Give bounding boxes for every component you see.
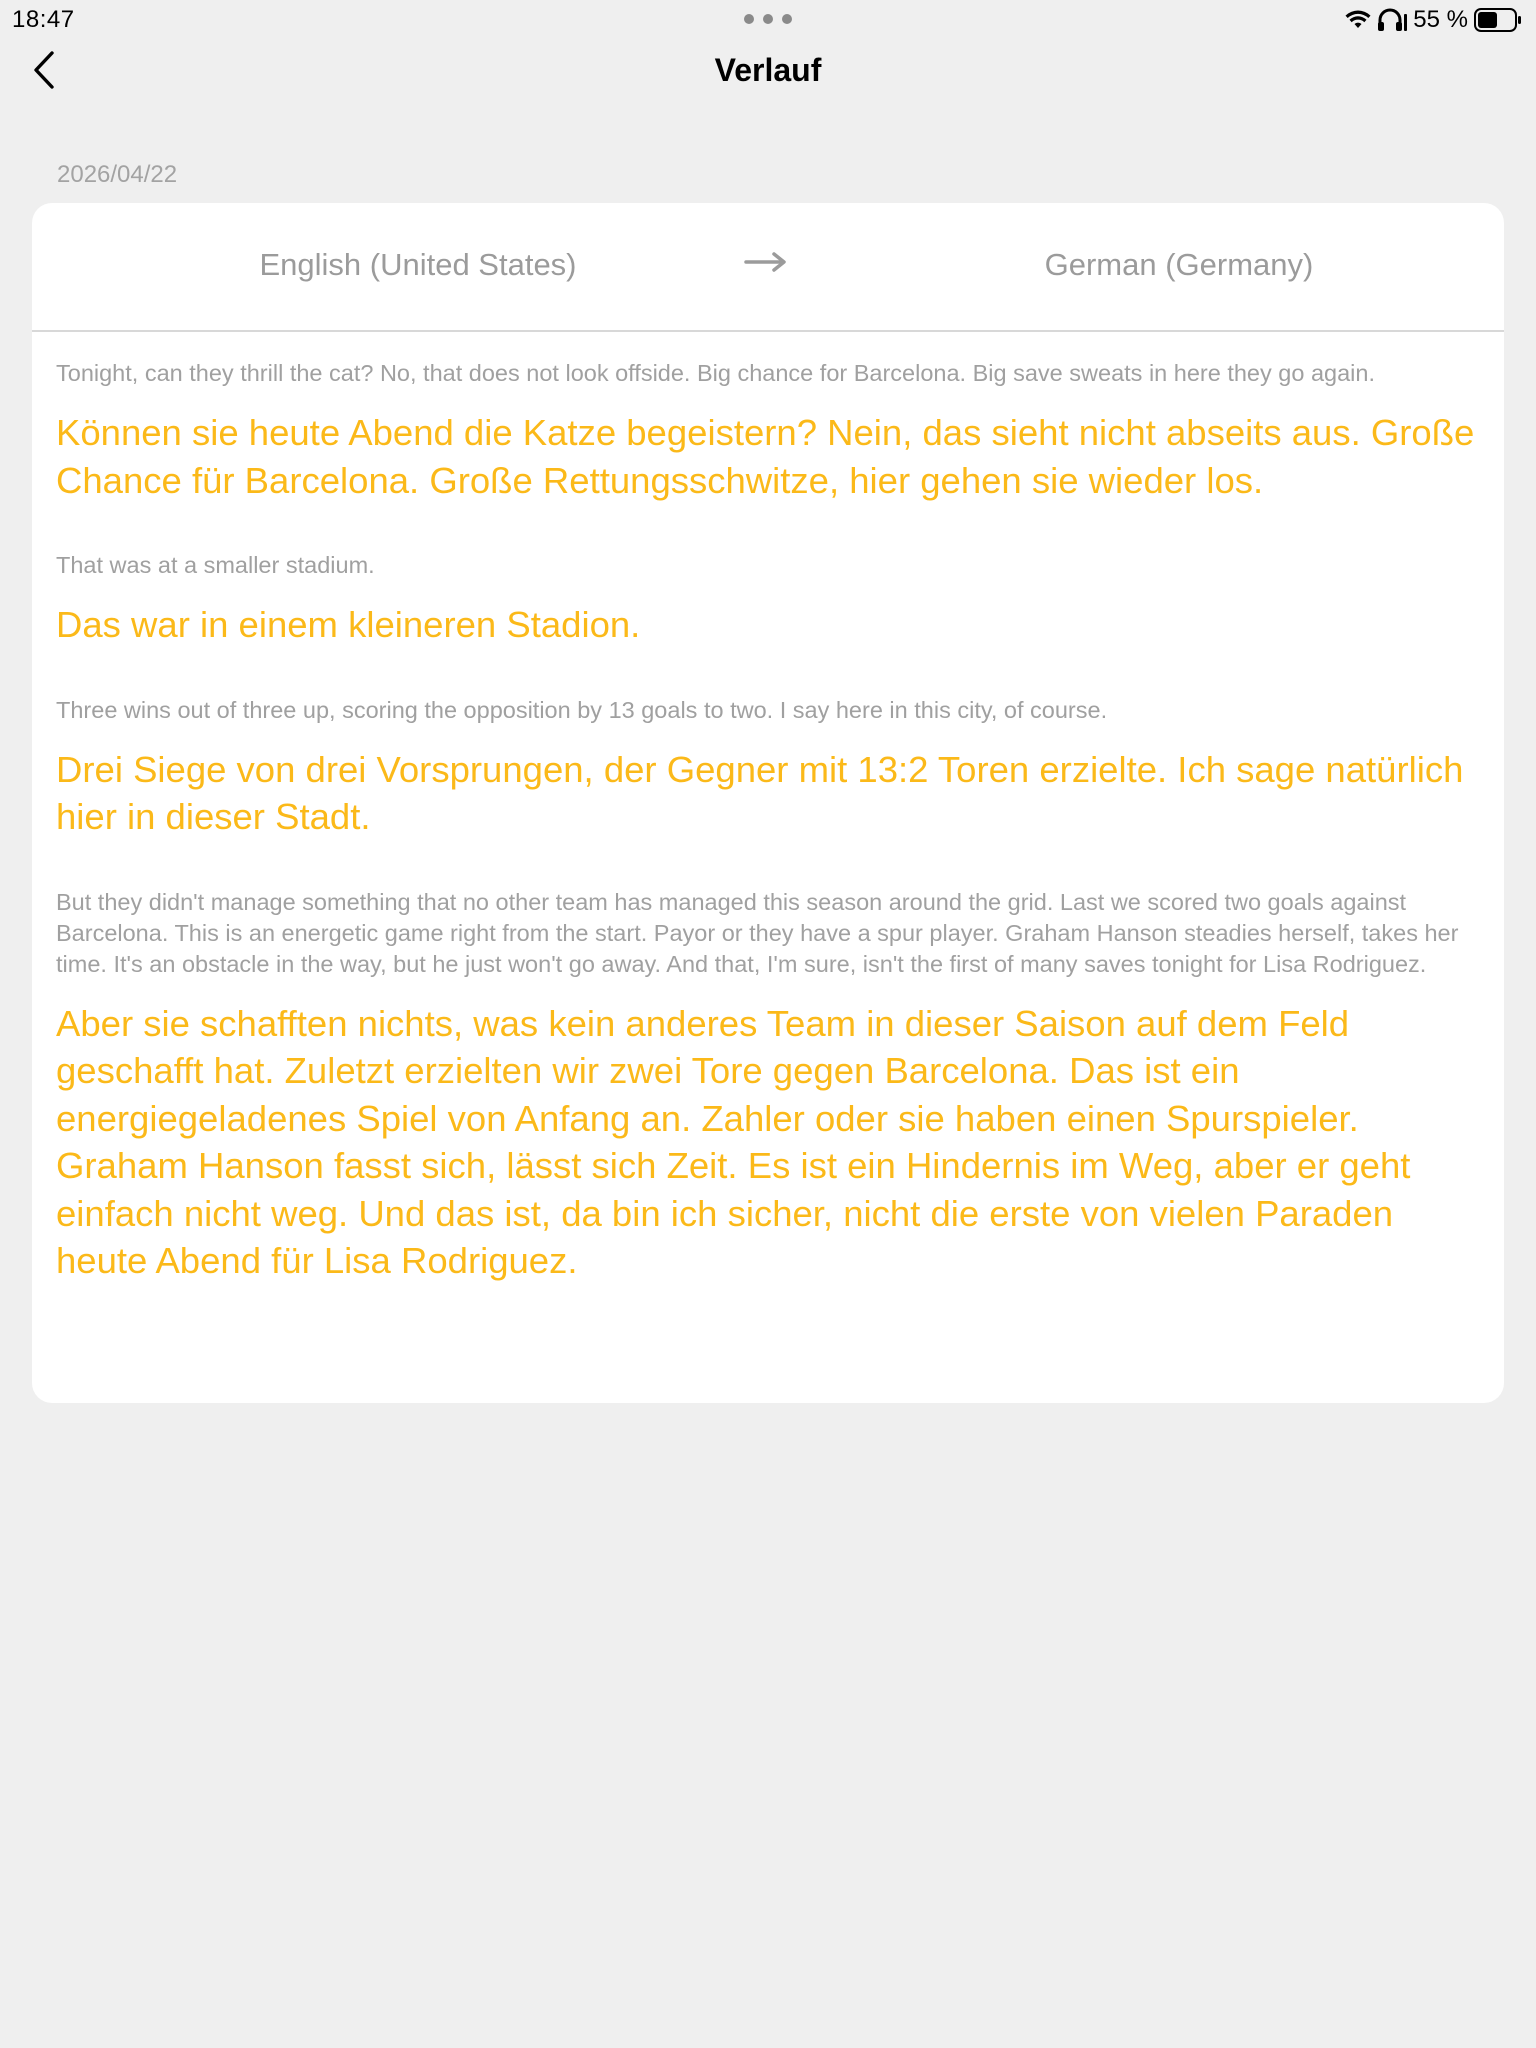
translated-text: Können sie heute Abend die Katze begeistern? Nein, das sieht nicht abseits aus. Große Chance für Barcelona. Große Rettungsschwitze, hier gehen sie wieder los.: [56, 412, 1475, 501]
translated-text: Drei Siege von drei Vorsprungen, der Gegner mit 13:2 Toren erzielte. Ich sage natürlich hier in dieser Stadt.: [56, 748, 1464, 837]
translation-entries: [32, 332, 1504, 1285]
arrow-right-icon: [744, 251, 788, 278]
translation-entry[interactable]: [56, 887, 1480, 1285]
translated-text: Das war in einem kleineren Stadion.: [56, 604, 641, 645]
battery-icon: [1474, 8, 1522, 32]
headphones-icon: [1377, 8, 1407, 32]
history-date: 2026/04/22: [57, 161, 178, 188]
translation-entry[interactable]: [56, 358, 1480, 504]
wifi-icon: [1345, 10, 1371, 30]
page-title: Verlauf: [714, 52, 822, 88]
translation-history-card[interactable]: [32, 203, 1504, 1403]
multitasking-dots-icon[interactable]: [744, 14, 792, 26]
source-text: That was at a smaller stadium.: [56, 552, 375, 578]
target-language: German (Germany): [1044, 247, 1314, 282]
status-indicators: [1345, 6, 1522, 34]
navigation-bar: [0, 40, 1536, 104]
status-bar: [0, 0, 1536, 40]
source-text: But they didn't manage something that no other team has managed this season around the grid. Last we scored two goals against Barcelona. This is an energetic game right from the start. Payor or they have a spur player. Graham Hanson steadies herself, takes her time. It's an obstacle in the way, but he just won't go away. And that, I'm sure, isn't the first of many saves tonight for Lisa Rodriguez.: [56, 888, 1459, 977]
translated-text: Aber sie schafften nichts, was kein anderes Team in dieser Saison auf dem Feld geschafft hat. Zuletzt erzielten wir zwei Tore gegen Barcelona. Das ist ein energiegeladenes Spiel von Anfang an. Zahler oder sie haben einen Spurspieler. Graham Hanson fasst sich, lässt sich Zeit. Es ist ein Hindernis im Weg, aber er geht einfach nicht weg. Und das ist, da bin ich sicher, nicht die erste von vielen Paraden heute Abend für Lisa Rodriguez.: [56, 1002, 1411, 1281]
source-text: Three wins out of three up, scoring the opposition by 13 goals to two. I say here in this city, of course.: [56, 696, 1108, 723]
source-language: English (United States): [259, 247, 577, 282]
status-time: 18:47: [12, 6, 75, 33]
translation-entry[interactable]: [56, 695, 1480, 841]
source-text: Tonight, can they thrill the cat? No, that does not look offside. Big chance for Barcelona. Big save sweats in here they go again.: [56, 360, 1375, 386]
language-pair-header: [32, 203, 1504, 332]
translation-entry[interactable]: [56, 550, 1480, 649]
battery-percent: 55 %: [1413, 6, 1468, 33]
